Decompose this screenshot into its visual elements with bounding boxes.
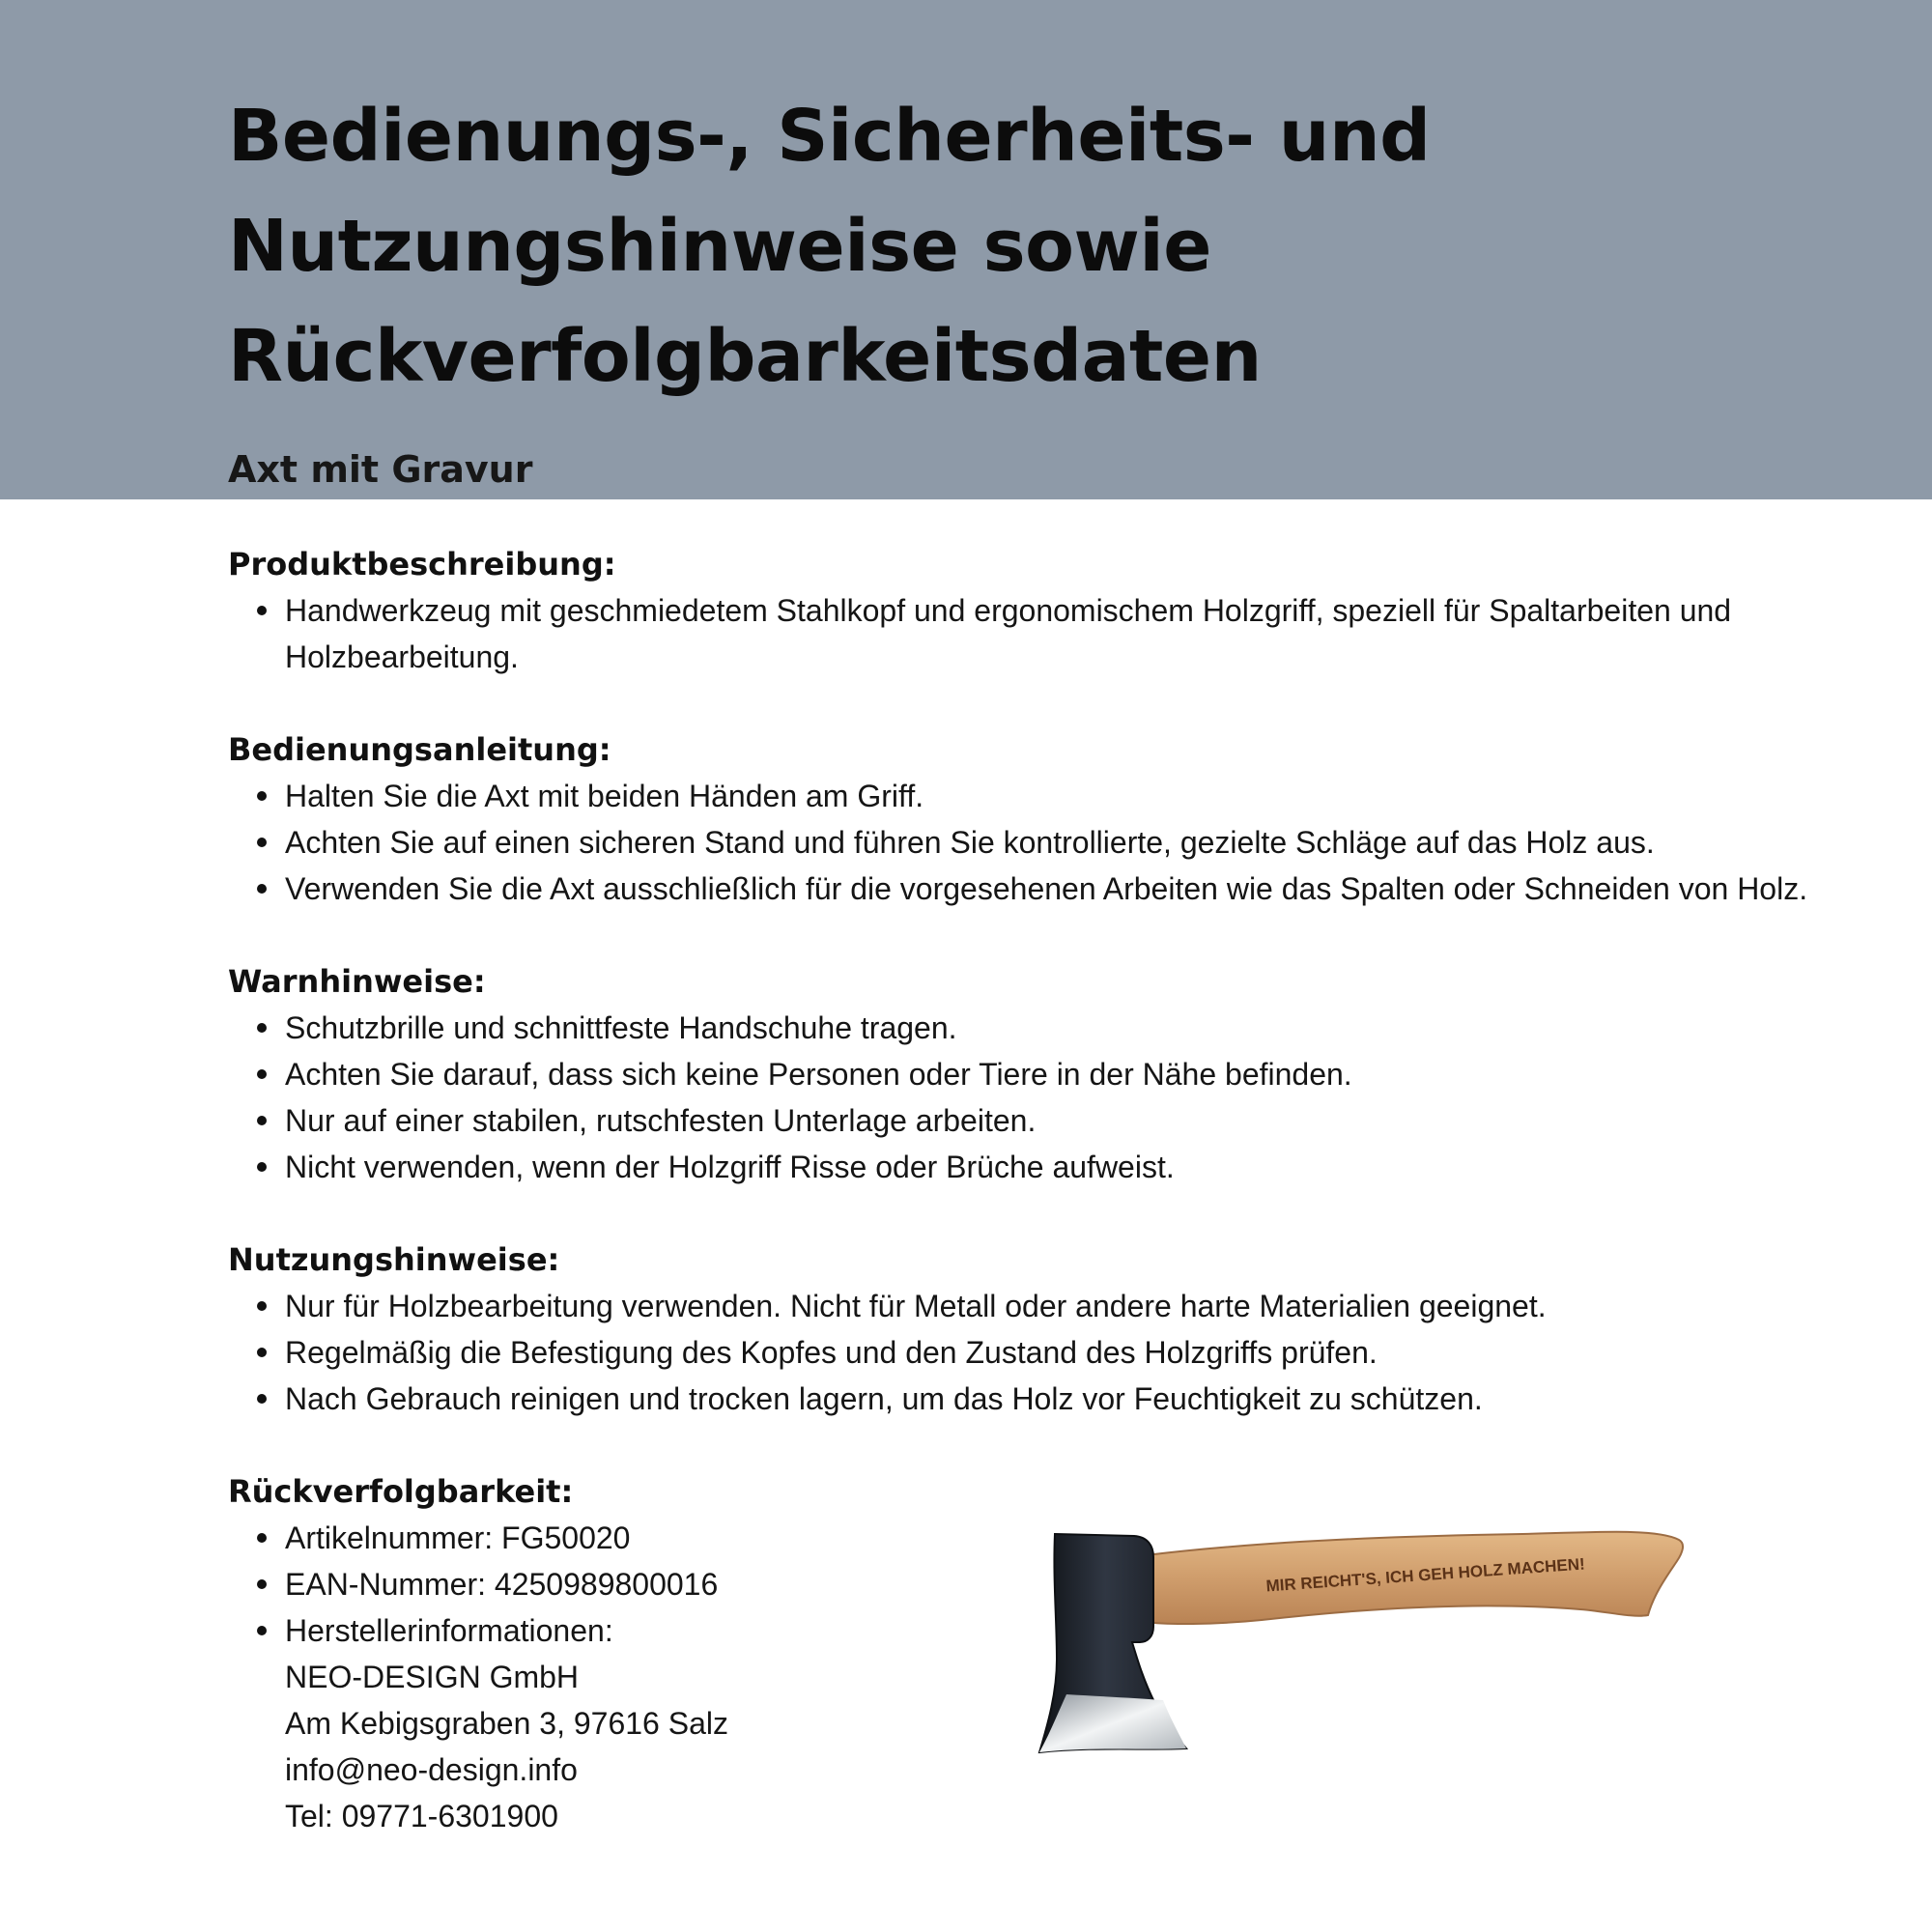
manufacturer-name: NEO-DESIGN GmbH [285, 1660, 580, 1694]
axe-product-image [1020, 1515, 1696, 1776]
bullet-list [228, 1515, 1097, 1839]
list-item: Nicht verwenden, wenn der Holzgriff Risse oder Brüche aufweist. [228, 1144, 1812, 1190]
manufacturer-phone: Tel: 09771-6301900 [285, 1799, 558, 1833]
list-item: Achten Sie darauf, dass sich keine Personen oder Tiere in der Nähe befinden. [228, 1051, 1812, 1097]
list-item: Nur für Holzbearbeitung verwenden. Nicht für Metall oder andere harte Materialien geeignet. [228, 1283, 1812, 1329]
list-item: Handwerkzeug mit geschmiedetem Stahlkopf und ergonomischem Holzgriff, speziell für Spaltarbeiten und Holzbearbeitung. [228, 587, 1812, 680]
title-line-2: Nutzungshinweise sowie [228, 205, 1211, 288]
page-title [228, 81, 1735, 412]
bullet-list [228, 1283, 1812, 1422]
article-number: Artikelnummer: FG50020 [228, 1515, 1097, 1561]
list-item: Regelmäßig die Befestigung des Kopfes und den Zustand des Holzgriffs prüfen. [228, 1329, 1812, 1376]
section-rueckverfolgbarkeit [228, 1468, 1812, 1845]
traceability-info [228, 1468, 1097, 1839]
title-line-1: Bedienungs-, Sicherheits- und [228, 95, 1431, 178]
section-warnhinweise [228, 958, 1812, 1190]
bullet-list [228, 1005, 1812, 1190]
manufacturer-info [228, 1607, 1097, 1839]
list-item: Halten Sie die Axt mit beiden Händen am Griff. [228, 773, 1812, 819]
bullet-list [228, 773, 1812, 912]
section-heading: Rückverfolgbarkeit: [228, 1473, 574, 1510]
section-nutzungshinweise [228, 1236, 1812, 1422]
manufacturer-email: info@neo-design.info [285, 1752, 578, 1787]
list-item: Verwenden Sie die Axt ausschließlich für die vorgesehenen Arbeiten wie das Spalten oder Schneiden von Holz. [228, 866, 1812, 912]
section-heading: Warnhinweise: [228, 963, 486, 1000]
bullet-list [228, 587, 1812, 680]
section-heading: Bedienungsanleitung: [228, 731, 611, 768]
ean-number: EAN-Nummer: 4250989800016 [228, 1561, 1097, 1607]
list-item: Nur auf einer stabilen, rutschfesten Unterlage arbeiten. [228, 1097, 1812, 1144]
manufacturer-address: Am Kebigsgraben 3, 97616 Salz [285, 1706, 728, 1741]
list-item: Schutzbrille und schnittfeste Handschuhe tragen. [228, 1005, 1812, 1051]
header-band [0, 0, 1932, 499]
list-item: Nach Gebrauch reinigen und trocken lagern, um das Holz vor Feuchtigkeit zu schützen. [228, 1376, 1812, 1422]
document-content [228, 541, 1812, 1891]
section-heading: Nutzungshinweise: [228, 1241, 560, 1278]
title-line-3: Rückverfolgbarkeitsdaten [228, 315, 1262, 398]
list-item: Achten Sie auf einen sicheren Stand und führen Sie kontrollierte, gezielte Schläge auf das Holz aus. [228, 819, 1812, 866]
engraving-text: MIR REICHT'S, ICH GEH HOLZ MACHEN! [1264, 1554, 1586, 1596]
product-subtitle: Axt mit Gravur [228, 448, 533, 491]
manufacturer-label: Herstellerinformationen: [285, 1613, 613, 1648]
section-heading: Produktbeschreibung: [228, 546, 616, 582]
section-bedienungsanleitung [228, 726, 1812, 912]
section-produktbeschreibung [228, 541, 1812, 680]
